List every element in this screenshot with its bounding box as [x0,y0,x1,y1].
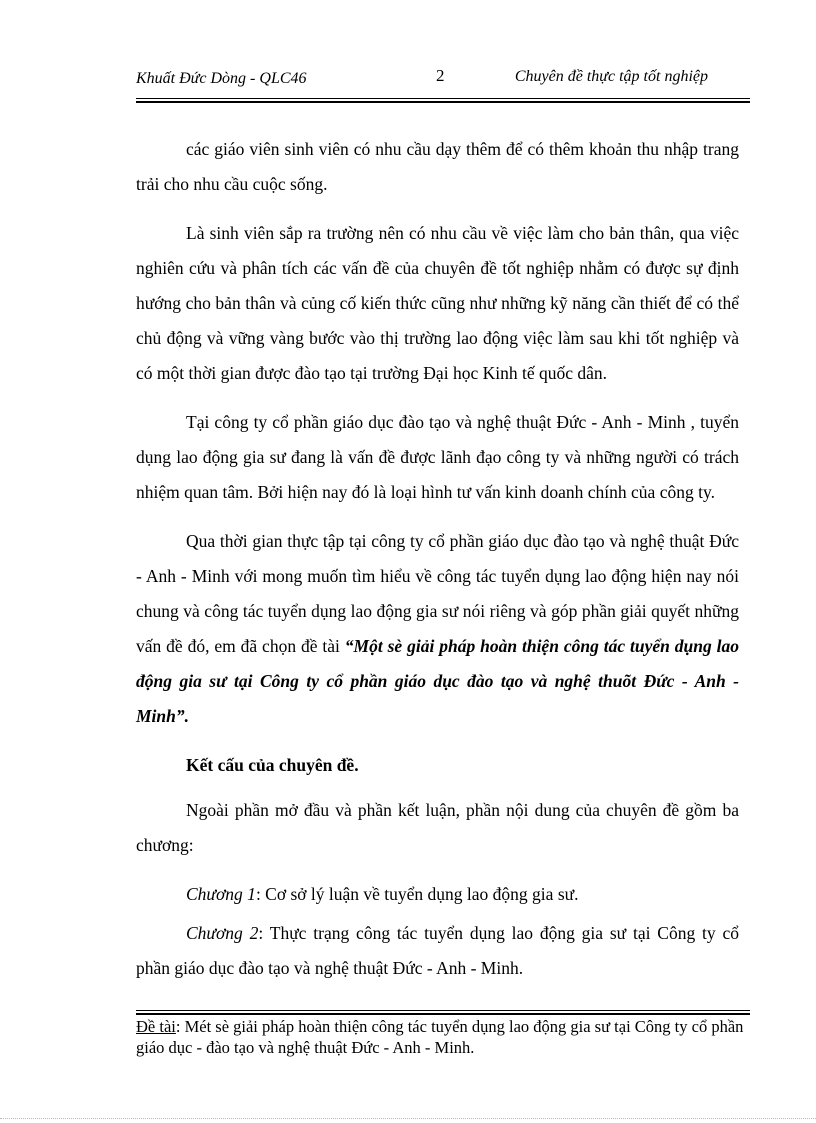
chapter-2-label: Chương 2 [186,923,259,943]
page-header [136,68,748,92]
paragraph-2: Là sinh viên sắp ra trường nên có nhu cầu về việc làm cho bản thân, qua việc nghiên cứu và phân tích các vấn đề của chuyên đề tốt nghiệp nhằm có được sự định hướng cho bản thân và củng cố kiến thức cũng như những kỹ năng cần thiết để có thể chủ động và vững vàng bước vào thị trường lao động việc làm sau khi tốt nghiệp và có một thời gian được đào tạo tại trường Đại học Kinh tế quốc dân. [136,223,739,383]
page-edge-divider [0,1118,816,1119]
footer-label: Đề tài [136,1017,176,1036]
header-rule [136,98,750,99]
document-body [136,132,739,990]
chapter-1-text: : Cơ sở lý luận về tuyển dụng lao động gia sư. [255,884,579,904]
page-footer [136,1016,748,1058]
chapter-2-text: : Thực trạng công tác tuyển dụng lao động gia sư tại Công ty cổ phần giáo dục đào tạo và nghệ thuật Đức - Anh - Minh. [136,923,739,978]
header-doc-title: Chuyên đề thực tập tốt nghiệp [514,68,708,85]
chapter-1 [136,877,739,912]
footer-rule-thick [136,1013,750,1015]
footer-text: : Mét sè giải pháp hoàn thiện công tác tuyển dụng lao động gia sư tại Công ty cổ phần giáo dục - đào tạo và nghệ thuật Đức - Anh - Minh. [136,1017,744,1057]
page-number: 2 [436,66,445,85]
paragraph-4 [136,524,739,734]
chapter-2 [136,916,739,986]
header-author: Khuất Đức Dòng - QLC46 [136,70,307,87]
thesis-title: “Một sè giải pháp hoàn thiện công tác tuyển dụng lao động gia sư tại Công ty cổ phần giáo dục đào tạo và nghệ thuõt Đức - Anh - Minh”. [136,636,739,726]
paragraph-5: Ngoài phần mở đầu và phần kết luận, phần nội dung của chuyên đề gồm ba chương: [136,800,739,855]
paragraph-1: các giáo viên sinh viên có nhu cầu dạy thêm để có thêm khoản thu nhập trang trải cho nhu cầu cuộc sống. [136,139,739,194]
header-rule-thick [136,101,750,103]
chapter-1-label: Chương 1 [186,884,256,904]
section-heading: Kết cấu của chuyên đề. [186,755,359,775]
footer-rule [136,1010,750,1011]
paragraph-4-lead: Qua thời gian thực tập tại công ty cổ phần giáo dục đào tạo và nghệ thuật Đức - Anh - Minh với mong muốn tìm hiểu về công tác tuyển dụng lao động hiện nay nói chung và công tác tuyển dụng lao động gia sư nói riêng và góp phần giải quyết những vấn đề đó, em đã chọn đề tài [136,531,739,656]
paragraph-3: Tại công ty cổ phần giáo dục đào tạo và nghệ thuật Đức - Anh - Minh , tuyển dụng lao động gia sư đang là vấn đề được lãnh đạo công ty và những người có trách nhiệm quan tâm. Bởi hiện nay đó là loại hình tư vấn kinh doanh chính của công ty. [136,412,739,502]
